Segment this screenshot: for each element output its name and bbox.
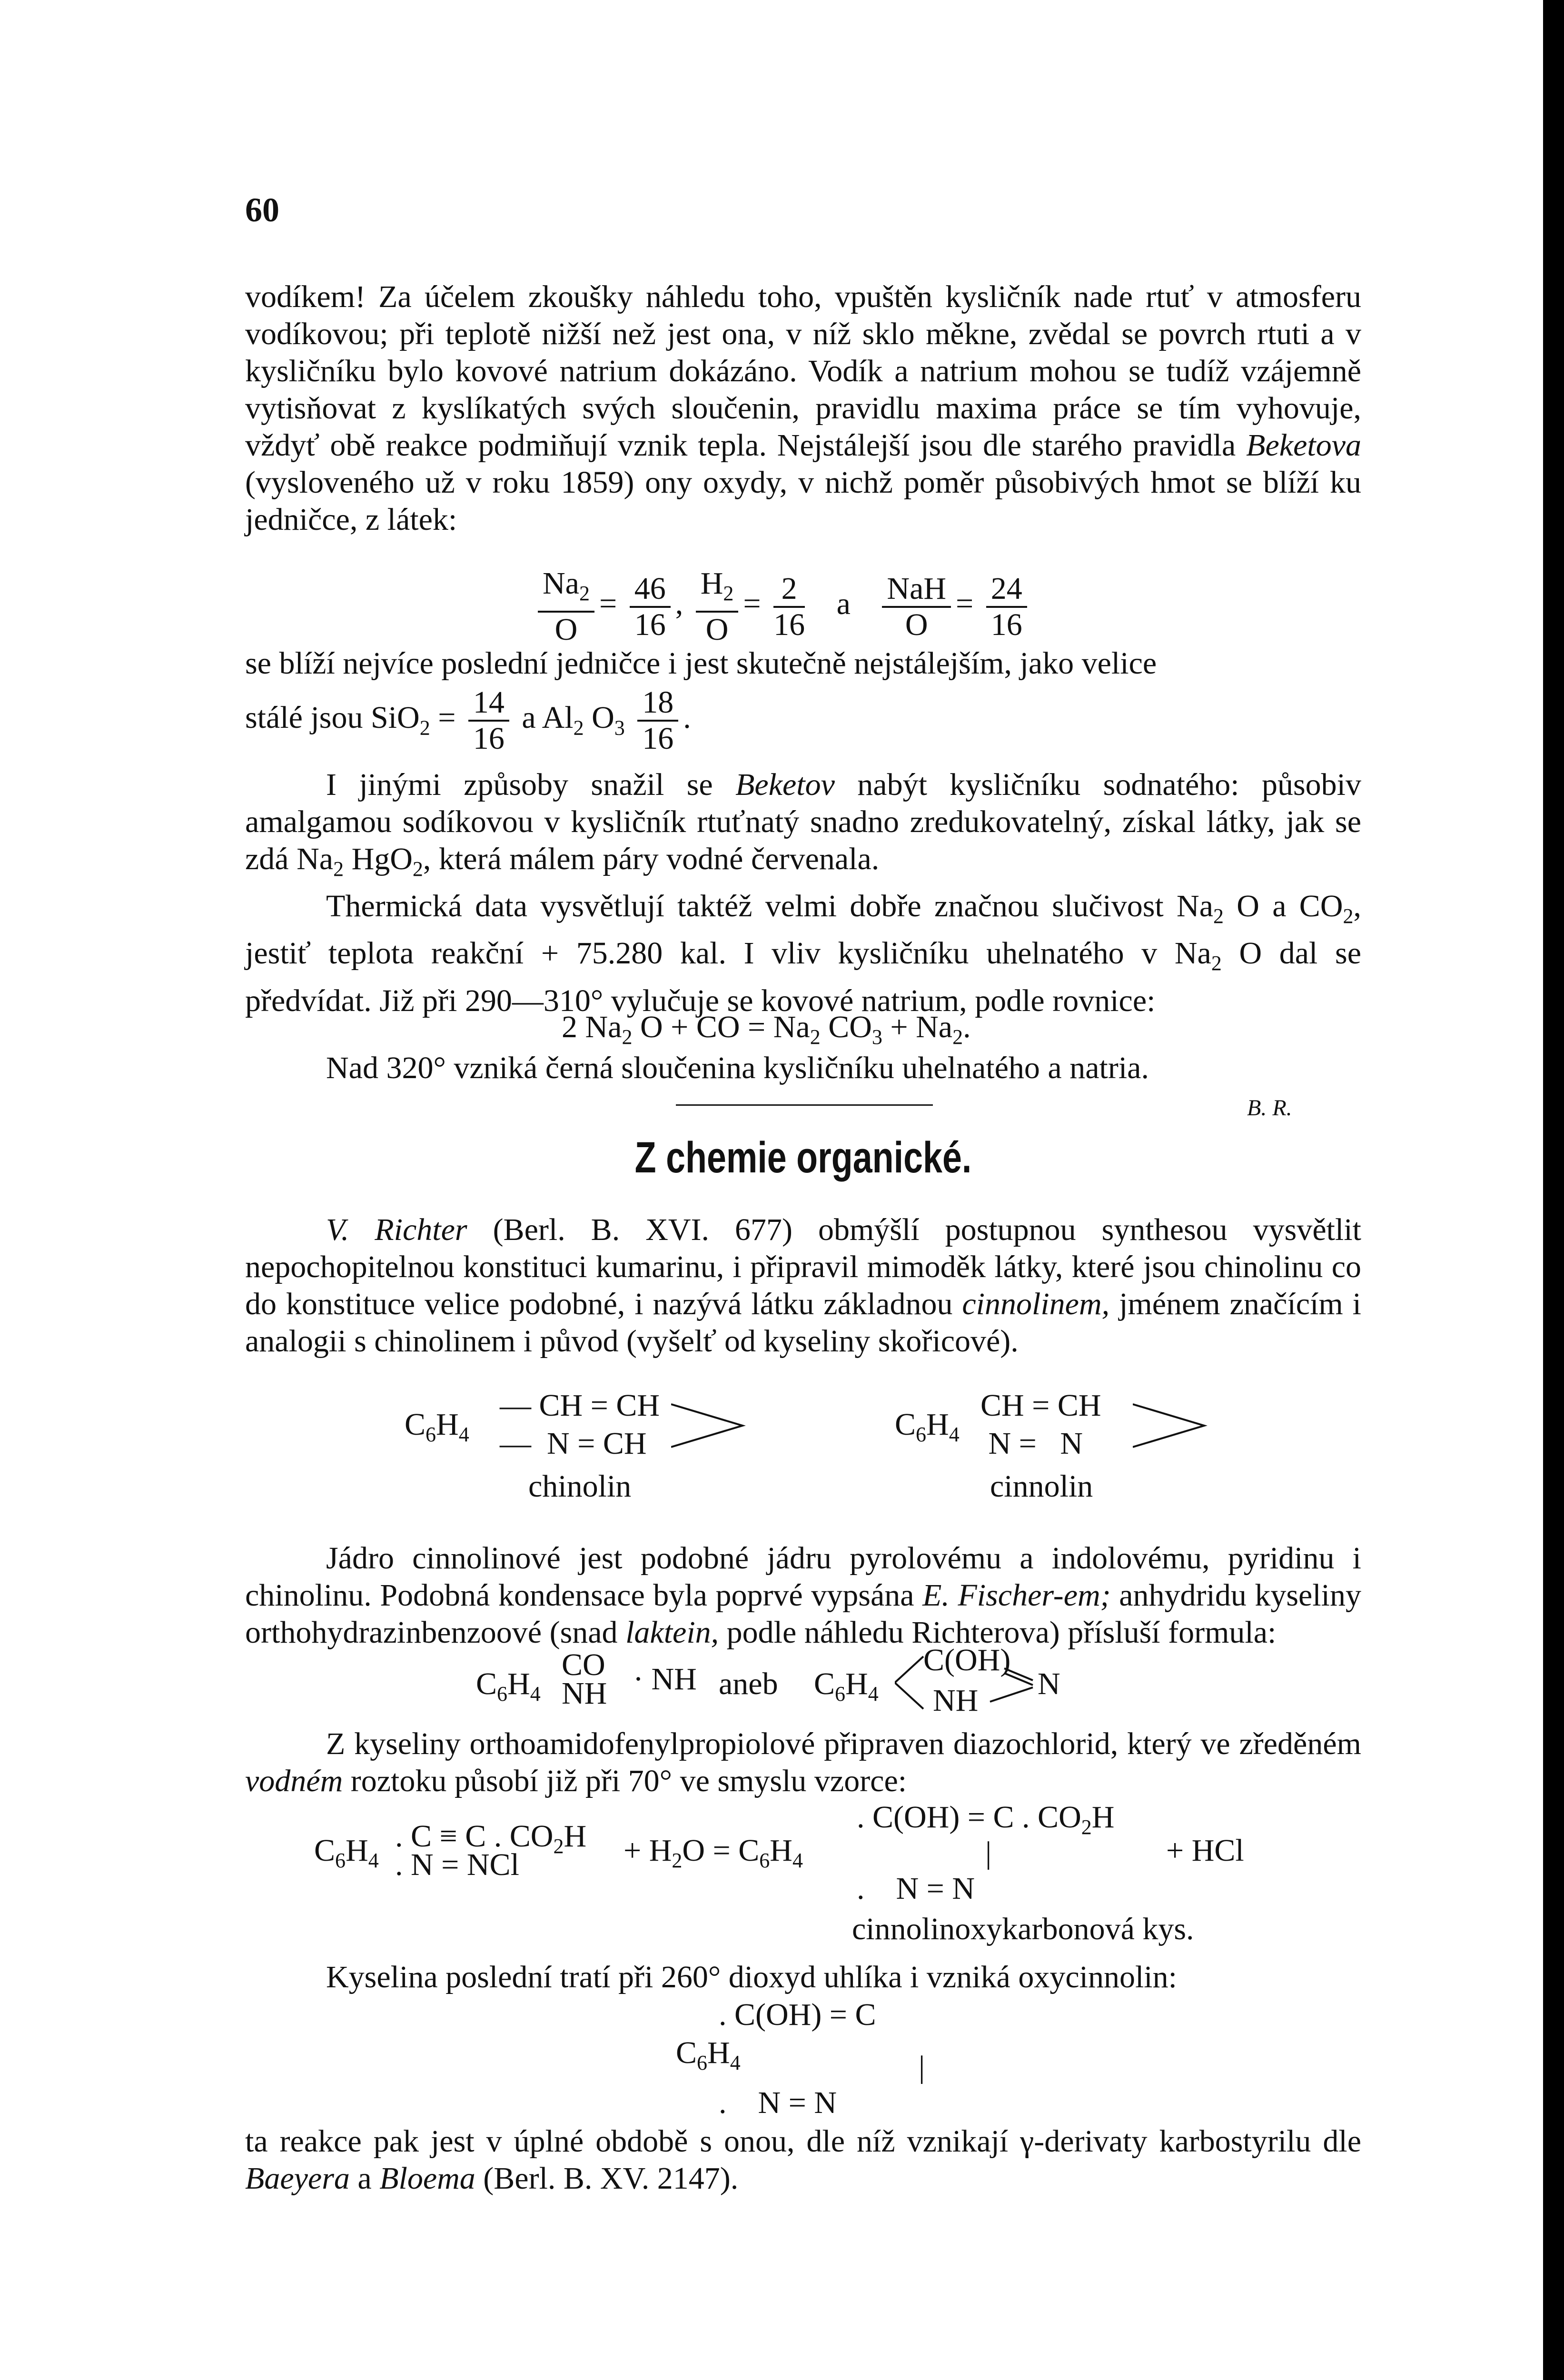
text-run: I jinými způsoby snažil se [326, 767, 713, 802]
fraction: $\frac{24}{16}$ [986, 572, 1027, 642]
paragraph-5-text: Nad 320° vzniká černá sloučenina kysličníku uhelnatého a natria. [326, 1051, 1149, 1085]
text-run: nabýt kysličníku sodnatého: působiv amalgamou sodíkovou v kysličník rtuťnatý snadno zredukovatelný, získal látky, jak se zdá [245, 767, 1361, 876]
text-run: jménem značícím i analogii s chinolinem i původ (vyšelť od kyseliny skořicové). [245, 1287, 1362, 1359]
text-line: se blíží nejvíce poslední jedničce i jest skutečně nejstálejším, jako velice [245, 646, 1157, 681]
text-run: Jádro cinnolinové jest podobné jádru pyrolovému a indolovému, pyridinu i chinolinu. Podobná kondensace byla poprvé vypsána [245, 1541, 1361, 1613]
page: 60 vodíkem! Za účelem zkoušky náhledu toho, vpuštěn kysličník nade rtuť v atmosferu vodíkovou; při teplotě nižší než jest ona, v níž sklo měkne, zvědal se povrch rtuti a v kysličníku bylo kovové natrium dokázáno. Vodík a natrium mohou se tudíž vzájemně vytisňovat z kyslíkatých svých sloučenin, pravidlu maxima práce se tím vyhovuje, vždyť obě reakce podmiňují vznik tepla. Nejstálejší jsou dle starého pravidla Beketova (vysloveného už v roku 1859) ony oxydy, v nichž poměr působivých hmot se blíží ku jedničce, z látek: $\frac{Na_2}{O}$ = $\frac{46}{16}$ , $\frac{H_2}{O}$ = $\frac{2}{16}$ a $\frac{\text{NaH}}{O}$ = $\frac{24}{16}$ se blíží nejvíce poslední jedničce i jest skutečně nejstálejším, jako velice stálé jsou SiO$_2$ = $\frac{14}{16}$ a $Al_2$ $O_3$ $\frac{18}{16}$ . I jinými způsoby snažil se Beketov nabýt kysličníku sodnatého: působiv amalgamou sodíkovou v kysličník rtuťnatý snadno zredukovatelný, získal látky, jak se zdá $Na_2$ HgO$_2$, která málem páry vodné červenala. Thermická data vysvětlují taktéž velmi dobře značnou slučivost $Na_2$ O a $CO_2$, jestiť teplota reakční + 75.280 kal. I vliv kysličníku uhelnatého v $Na_2$ O dal se předvídat. Již při 290—310° vylučuje se kovové natrium, podle rovnice: 2 $Na_2$ O + CO = $Na_2$ $CO_3 + Na_2$. Nad 320° vzniká černá sloučenina kysličníku uhelnatého a natria. B. R. Z chemie organické. V. Richter (Berl. B. XVI. 677) obmýšlí postupnou synthesou vysvětlit nepochopitelnou konstituci kumarinu, i připravil mimoděk látky, které jsou chinolinu co do konstituce velice podobné, i nazývá látku základnou cinnolinem, jménem značícím i analogii s chinolinem i původ (vyšelť od kyseliny skořicové). $C_6H_4$ — CH = CH — N = CH chinolin $C_6H_4$ CH = CH N = N cinnolin Jádro cinnolinové jest podobné jádru pyrolovému a indolovému, pyridinu i chinolinu. Podobná kondensace byla poprvé vypsána E. Fischer-em; anhydridu kyseliny orthohydrazinbenzoové (snad laktein, podle náhledu Richterova) přísluší formula: $C_6H_4$ CO NH · NH aneb $C_6H_4$ C(OH) NH N Z kyseliny orthoamidofenylpropiolové připraven diazochlorid, který ve zředěném vodném roztoku působí již při 70° ve smyslu vzorce: $C_6H_4$ . C ≡ C . $CO_2H$ . N = NCl + $H_2O = C_6H_4$ . C(OH) = C . $CO_2H$ | . N = N + HCl cinnolinoxykarbonová kys. Kyselina poslední tratí při 260° dioxyd uhlíka i vzniká oxycinnolin: . C(OH) = C $C_6H_4$ | . N = N ta reakce pak jest v úplné obdobě s onou, dle níž vznikají γ-derivaty karbostyrilu dle Baeyera a Bloema (Berl. B. XV. 2147). [0, 0, 1564, 2380]
paragraph-8-text [245, 1726, 1361, 1800]
fraction: $\frac{H_2}{O}$ [696, 566, 739, 647]
aneb-text: aneb [719, 1666, 778, 1701]
italic-run: V. Richter [326, 1212, 467, 1247]
formula-ratios-1: $\frac{Na_2}{O}$ = $\frac{46}{16}$ , $\frac{H_2}{O}$ = $\frac{2}{16}$ a $\frac{\text{NaH}}{O}$ = $\frac{24}{16}$ [533, 566, 1032, 647]
formula-reaction: 2 $Na_2$ O + CO = $Na_2$ $CO_3 + Na_2$. [562, 1010, 971, 1049]
paragraph-9 [245, 1959, 1361, 1996]
fraction: $\frac{46}{16}$ [630, 572, 671, 642]
text-run: roztoku působí již při 70° ve smyslu vzorce: [350, 1764, 907, 1798]
section-rule [676, 1104, 933, 1106]
text-run: , jestiť teplota reakční + 75.280 kal. I vliv kysličníku uhelnatého v [245, 889, 1361, 971]
text-run: a [357, 2161, 372, 2196]
italic-run: Beketov [735, 767, 835, 802]
ring-closure-icon [1133, 1392, 1209, 1464]
paragraph-6-text [245, 1211, 1361, 1360]
italic-run: laktein, [625, 1615, 719, 1650]
paragraph-7 [245, 1540, 1361, 1651]
italic-run: Baeyera [245, 2161, 350, 2196]
text-run: Thermická data vysvětlují taktéž velmi dobře značnou slučivost [326, 889, 1164, 924]
cinnolin-label: cinnolin [990, 1469, 1093, 1504]
paragraph-10-text [245, 2123, 1361, 2197]
paragraph-1-text [245, 278, 1361, 538]
paragraph-3 [245, 766, 1361, 1020]
text-run: (vysloveného už v roku 1859) ony oxydy, v nichž poměr působivých hmot se blíží ku jedničce, z látek: [245, 465, 1361, 537]
paragraph-5 [245, 1050, 1361, 1087]
italic-run: vodném [245, 1764, 343, 1798]
paragraph-9-text: Kyselina poslední tratí při 260° dioxyd uhlíka i vzniká oxycinnolin: [326, 1960, 1177, 1994]
cinnolinoxy-label: cinnolinoxykarbonová kys. [852, 1912, 1194, 1946]
text-run: ta reakce pak jest v úplné obdobě s onou, dle níž vznikají γ-derivaty karbostyrilu dle [245, 2124, 1361, 2159]
section-heading: Z chemie organické. [634, 1133, 972, 1182]
scan-edge [1543, 0, 1564, 2380]
paragraph-3-text: I jinými způsoby snažil se Beketov nabýt kysličníku sodnatého: působiv amalgamou sodíkovou v kysličník rtuťnatý snadno zredukovatelný, získal látky, jak se zdá $Na_2$ HgO$_2$, která málem páry vodné červenala. [245, 767, 1361, 881]
paragraph-2 [245, 645, 1361, 682]
italic-run: cinnolinem, [962, 1287, 1110, 1321]
chinolin-label: chinolin [528, 1469, 632, 1504]
text-run: (Berl. B. XV. 2147). [483, 2161, 739, 2196]
text-run: dal se předvídat. Již při 290—310° vylučuje se kovové natrium, podle rovnice: [245, 936, 1361, 1018]
paragraph-8 [245, 1726, 1361, 1800]
paragraph-4-text: Thermická data vysvětlují taktéž velmi dobře značnou slučivost $Na_2$ O a $CO_2$, jestiť teplota reakční + 75.280 kal. I vliv kysličníku uhelnatého v $Na_2$ O dal se předvídat. Již při 290—310° vylučuje se kovové natrium, podle rovnice: [245, 889, 1361, 1018]
page-number: 60 [245, 191, 279, 229]
italic-run: Beketova [1246, 428, 1361, 463]
formula-ratios-2: stálé jsou SiO$_2$ = $\frac{14}{16}$ a $Al_2$ $O_3$ $\frac{18}{16}$ . [245, 685, 691, 756]
text-run: vodíkem! Za účelem zkoušky náhledu toho, vpuštěn kysličník nade rtuť v atmosferu vodíkovou; při teplotě nižší než jest ona, v níž sklo měkne, zvědal se povrch rtuti a v kysličníku bylo kovové natrium dokázáno. Vodík a natrium mohou se tudíž vzájemně vytisňovat z kyslíkatých svých sloučenin, pravidlu maxima práce se tím vyhovuje, vždyť obě reakce podmiňují vznik tepla. Nejstálejší jsou dle starého pravidla [245, 279, 1361, 463]
paragraph-7-text [245, 1540, 1361, 1651]
ring-closure-icon [671, 1392, 747, 1464]
fraction: $\frac{2}{16}$ [773, 571, 805, 642]
author-initials: B. R. [1247, 1095, 1292, 1121]
text-run: podle náhledu Richterova) přísluší formula: [726, 1615, 1277, 1650]
fraction: $\frac{Na_2}{O}$ [538, 566, 594, 647]
text-run: , která málem páry vodné červenala. [423, 842, 880, 876]
text-run: Z kyseliny orthoamidofenylpropiolové připraven diazochlorid, který ve zředěném [326, 1726, 1361, 1761]
text-run: (Berl. B. XVI. 677) obmýšlí postupnou synthesou vysvětlit nepochopitelnou konstituci kumarinu, i připravil mimoděk látky, které jsou chinolinu co do konstituce velice podobné, i nazývá látku základnou [245, 1212, 1361, 1321]
italic-run: E. Fischer-em; [922, 1578, 1111, 1613]
text-run: anhydridu kyseliny orthohydrazinbenzoové (snad [245, 1578, 1362, 1650]
italic-run: Bloema [379, 2161, 475, 2196]
fraction: $\frac{\text{NaH}}{O}$ [882, 572, 951, 642]
paragraph-6 [245, 1211, 1361, 1360]
paragraph-1 [245, 278, 1361, 538]
paragraph-10 [245, 2123, 1361, 2197]
fraction: $\frac{18}{16}$ [637, 685, 678, 756]
fraction: $\frac{14}{16}$ [468, 685, 509, 756]
